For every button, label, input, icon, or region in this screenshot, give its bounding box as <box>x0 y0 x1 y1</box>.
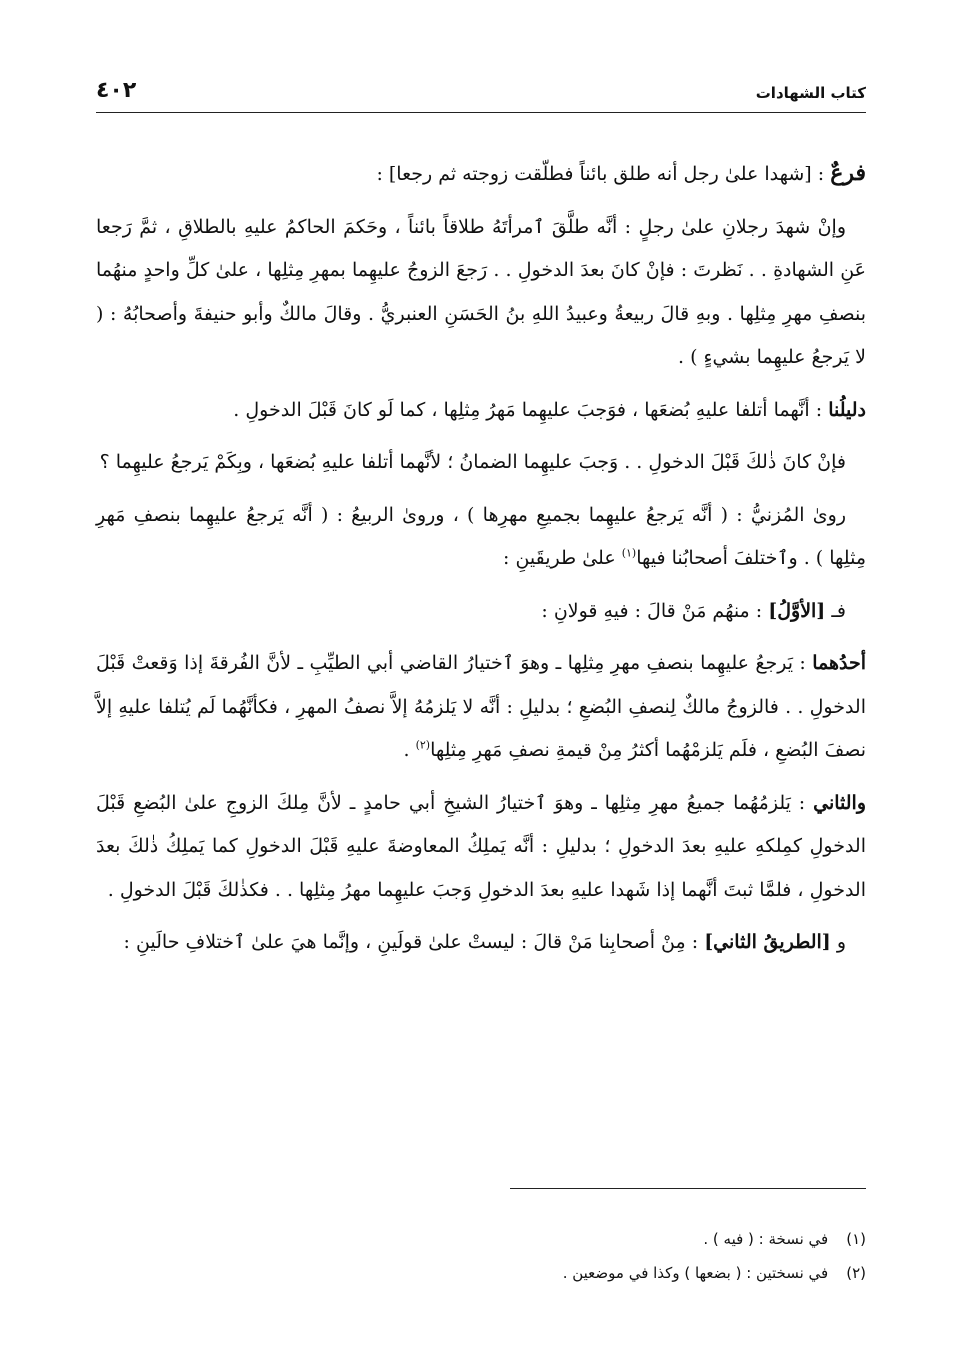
footnote-ref-1[interactable]: (١) <box>621 546 637 560</box>
first-method <box>96 590 866 634</box>
opinion-2-label: والثاني <box>813 791 866 814</box>
footnote-2-number: (٢) <box>846 1264 866 1282</box>
paragraph-3: فإنْ كانَ ذٰلكَ قَبْلَ الدخولِ . . وَجبَ عليهِما الضمانُ ؛ لأنَّهما أتلفا عليهِ بُضعَها ، وبِكَمْ يَرجعُ عليهِما ؟ <box>99 451 846 473</box>
running-head: كتاب الشهادات <box>755 84 866 102</box>
second-method-label: [الطريقُ الثاني] <box>704 931 831 953</box>
opinion-2 <box>96 782 866 913</box>
second-method-text: : مِنْ أصحابِنا مَنْ قالَ : ليستْ علىٰ قولَينِ ، وإنَّما هيَ علىٰ ٱختلافِ حالَينِ : <box>123 931 705 953</box>
footnote-1-number: (١) <box>846 1230 866 1248</box>
paragraph-4 <box>96 494 866 581</box>
first-method-label: [الأوَّلُ] <box>768 599 826 622</box>
second-method-prefix: و <box>830 931 846 953</box>
paragraph-evidence <box>96 389 866 433</box>
opinion-1-label: أحدُهما <box>812 652 866 674</box>
first-method-text: : منهُم مَنْ قالَ : فيهِ قولانِ : <box>541 599 769 622</box>
page-number: ٤٠٢ <box>96 78 137 103</box>
first-method-prefix: فـ <box>825 599 846 622</box>
opinion-1-text: : يَرجعُ عليهِما بنصفِ مهرِ مِثلِها ـ وهوَ ٱختيارُ القاضي أبي الطيِّبِ ـ لأنَّ الفُرقةَ إذا وَقعتْ قَبْلَ الدخولِ . . فالزوجُ مالكٌ لِنصفِ البُضعِ ؛ بدليلِ : أنَّه لا يَلزمُهُ إلاَّ نصفُ المهرِ ، فكأنَّهُما لَم يُتلفا عليهِ إلاَّ نصفَ البُضعِ ، فلَم يَلزمْهُما أكثرُ مِنْ قيمةِ نصفِ مَهرِ مِثلِها <box>96 652 866 761</box>
footnote-divider <box>510 1188 866 1189</box>
main-text <box>96 152 866 974</box>
footnote-2 <box>96 1256 866 1290</box>
opinion-1 <box>96 642 866 773</box>
paragraph-4-tail: علىٰ طريقَينِ : <box>503 547 622 569</box>
footnote-ref-2[interactable]: (٢) <box>415 738 431 752</box>
footnote-1 <box>96 1222 866 1256</box>
branch-title: : [شهدا علىٰ رجل أنه طلق بائناً فطلّقت زوجته ثم رجعا] : <box>376 163 831 185</box>
branch-heading <box>96 152 866 197</box>
opinion-2-text: : يَلزمُهُما جميعُ مهرِ مِثلِها ـ وهوَ ٱختيارُ الشيخِ أبي حامدٍ ـ لأنَّ مِلكَ الزوجِ علىٰ البُضعِ قَبْلَ الدخولِ كمِلكهِ عليهِ بعدَ الدخولِ ؛ بدليلِ : أنَّه يَملِكُ المعاوضةَ عليهِ قَبْلَ الدخولِ كما يَملِكُ ذٰلكَ بعدَ الدخولِ ، فلمَّا ثبتَ أنَّهما إذا شَهدا عليهِ بعدَ الدخولِ وَجبَ عليهِما مهرُ مِثلِها . . فكذٰلكَ قَبْلَ الدخولِ . <box>96 791 866 901</box>
branch-label: فرعٌ <box>830 160 866 186</box>
page-header <box>96 78 866 113</box>
footnote-1-text: في نسخة : ( فيه ) . <box>703 1230 829 1248</box>
evidence-text: : أنَّهما أتلفا عليهِ بُضعَها ، فوَجبَ عليهِما مَهرُ مِثلِها ، كما لَو كانَ قَبْلَ الدخولِ . <box>233 398 823 421</box>
footnotes <box>96 1222 866 1290</box>
paragraph-1: وإنْ شهدَ رجلانِ علىٰ رجلٍ : أنَّه طلَّقَ ٱمرأتَهُ طلاقاً بائناً ، وحَكمَ الحاكمُ عليهِ بالطلاقِ ، ثمَّ رَجعا عَنِ الشهادةِ . . نَظرتَ : فإنْ كانَ بعدَ الدخولِ . . رَجعَ الزوجُ عليهِما بمهرِ مِثلِها ، علىٰ كلِّ واحدٍ منهُما بنصفِ مهرِ مِثلِها . وبهِ قالَ ربيعةُ وعبيدُ اللهِ بنُ الحَسَنِ العنبريُّ . وقالَ مالكٌ وأبو حنيفةَ وأصحابُهُ : ( لا يَرجعُ عليهِما بشيءٍ ) . <box>96 215 866 368</box>
footnote-2-text: في نسختين : ( بضعها ) وكذا في موضعين . <box>562 1264 829 1282</box>
opinion-1-tail: . <box>403 739 416 761</box>
evidence-label: دليلُنا <box>828 398 866 421</box>
paragraph-4-main: روىٰ المُزنيُّ : ( أنَّه يَرجعُ عليهِما بجميعِ مهرِها ) ، وروىٰ الربيعُ : ( أنَّه يَرجعُ عليهِما بنصفِ مَهرِ مِثلِها ) . وٱختلفَ أصحابُنا فيها <box>96 503 866 569</box>
second-method <box>96 921 866 965</box>
